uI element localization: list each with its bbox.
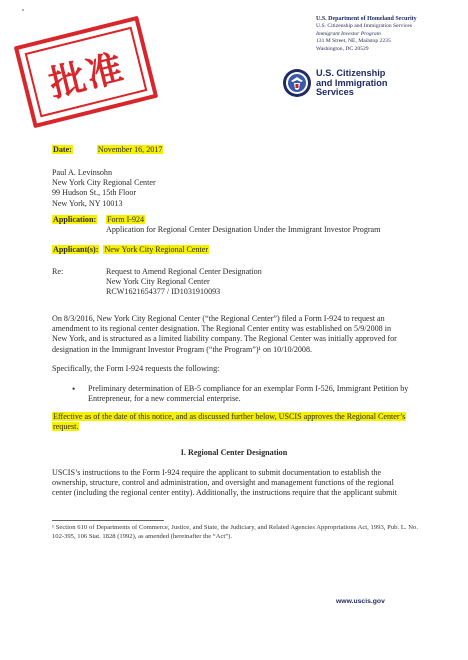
- application-label: Application:: [53, 215, 97, 224]
- applicant-label: Applicant(s):: [53, 245, 99, 254]
- application-desc: Application for Regional Center Designation Under the Immigrant Investor Program: [106, 225, 381, 235]
- logo-line-1: U.S. Citizenship: [316, 68, 386, 78]
- approval-stamp: [14, 16, 159, 128]
- application-form: Form I-924: [107, 215, 145, 224]
- date-label: Date:: [53, 145, 72, 154]
- recipient-city: New York, NY 10013: [52, 198, 123, 208]
- designation-paragraph: [52, 468, 424, 499]
- intro-line-1: On 8/3/2016, New York City Regional Center (“the Regional Center”) filed a Form I-924 to request an: [52, 314, 385, 323]
- application-label-wrap: [52, 215, 97, 225]
- intro-paragraph: [52, 314, 422, 355]
- recipient-block: [52, 168, 156, 209]
- recipient-name: Paul A. Levinsohn: [52, 168, 113, 177]
- bullet-item: [88, 384, 428, 404]
- applicant-value: New York City Regional Center: [104, 245, 209, 254]
- uscis-logotype: [316, 69, 387, 98]
- application-value: [106, 215, 446, 235]
- designation-line-2: ownership, structure, control and administration, and oversight and management functions of the regional: [52, 478, 394, 488]
- date-row: [52, 145, 163, 155]
- scan-speck: [22, 9, 24, 11]
- re-label: Re:: [52, 267, 64, 276]
- logo-line-3: Services: [316, 87, 354, 98]
- approval-line-1: Effective as of the date of this notice, and as discussed further below, USCIS approves the Regional Center’s: [53, 412, 406, 421]
- designation-line-1: USCIS’s instructions to the Form I-924 require the applicant to submit documentation to establish the: [52, 468, 382, 477]
- re-line-2: New York City Regional Center: [106, 277, 210, 287]
- approval-line-2: request.: [53, 422, 79, 432]
- re-line-3: RCW1621654377 / ID1031910093: [106, 287, 221, 297]
- section-heading: I. Regional Center Designation: [180, 448, 288, 457]
- intro-line-4: designation in the Immigrant Investor Program (“the Program”)¹ on 10/10/2008.: [52, 344, 313, 354]
- agency-address-block: [316, 16, 462, 53]
- re-block: [106, 267, 262, 298]
- agency-city: Washington, DC 20529: [316, 45, 369, 52]
- agency-office: Immigrant Investor Program: [316, 30, 381, 37]
- website-link[interactable]: www.uscis.gov: [336, 598, 385, 605]
- bullet-line-2: Entrepreneur, for a new commercial enterprise.: [88, 394, 241, 404]
- footnote: ¹ Section 610 of Departments of Commerce, Justice, and State, the Judiciary, and Related Agencies Appropriations Act, 1993, Pub. L. No. 102-395, 106 Stat. 1828 (1992), as amended (hereinafter the “Act”).: [52, 524, 418, 540]
- designation-line-3: center (including the regional center entity). Additionally, the instructions require that the applicant submit: [52, 488, 397, 498]
- agency-street: 131 M Street, NE, Mailstop 2235: [316, 38, 391, 45]
- request-intro: Specifically, the Form I-924 requests the following:: [52, 364, 220, 373]
- agency-department: U.S. Department of Homeland Security: [316, 16, 417, 22]
- intro-line-3: New York, and is structured as a limited liability company. The Regional Center was initially approved for: [52, 334, 397, 344]
- logo-line-2: and Immigration: [316, 77, 388, 88]
- recipient-street: 99 Hudson St., 15th Floor: [52, 188, 137, 198]
- applicant-row: [52, 245, 209, 255]
- date-value: November 16, 2017: [97, 145, 163, 154]
- approval-statement: [52, 412, 424, 432]
- agency-division: U.S. Citizenship and Immigration Services: [316, 23, 413, 30]
- intro-line-2: amendment to its regional center designation. The Regional Center entity was established on 5/9/2008 in: [52, 324, 392, 334]
- bullet-line-1: Preliminary determination of EB-5 compliance for an exemplar Form I-526, Immigrant Petition by: [88, 384, 409, 393]
- dhs-seal-icon: [282, 68, 312, 98]
- stamp-text: 批准: [45, 47, 129, 106]
- footnote-rule: [52, 520, 164, 521]
- recipient-org: New York City Regional Center: [52, 178, 156, 188]
- bullet-dot: •: [72, 384, 76, 394]
- re-line-1: Request to Amend Regional Center Designation: [106, 267, 262, 276]
